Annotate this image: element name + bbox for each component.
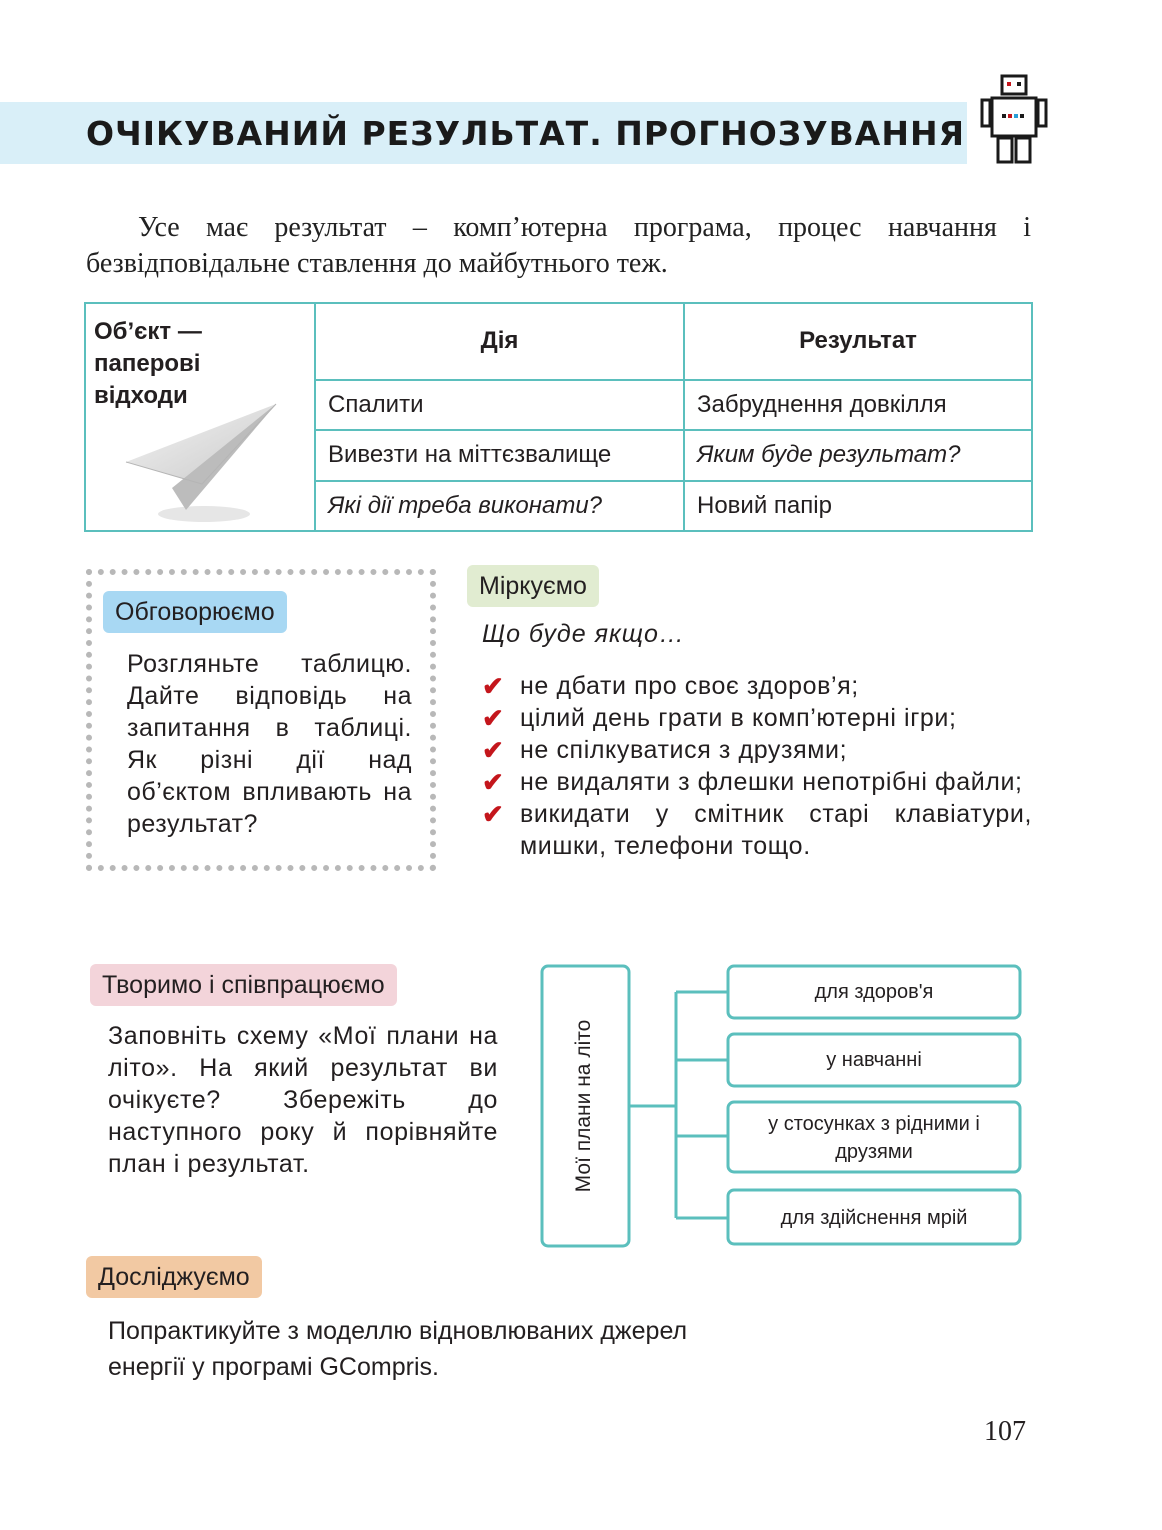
discuss-badge: Обговорюємо [103, 591, 287, 633]
table-cell: Забруднення довкілля [684, 380, 1032, 430]
diagram-branch: у стосунках з рідними і друзями [768, 1113, 980, 1163]
check-icon: ✔ [482, 703, 505, 733]
plans-diagram [530, 958, 1030, 1258]
research-badge: Досліджуємо [86, 1256, 262, 1298]
diagram-branch: для здоров'я [814, 981, 934, 1003]
list-item [482, 670, 1032, 702]
list-item-text: цілий день грати в комп’ютерні ігри; [520, 704, 957, 732]
object-label: Об’єкт — паперові відходи [94, 318, 202, 409]
check-icon: ✔ [482, 767, 505, 797]
diagram-root: Мої плани на літо [572, 1019, 595, 1193]
table-cell: Вивезти на міттєзвалище [315, 430, 684, 480]
list-item [482, 766, 1032, 798]
check-icon: ✔ [482, 671, 505, 701]
table-header-action: Дія [315, 303, 684, 380]
list-item-text: викидати у смітник старі клавіатури, мишки, телефони тощо. [520, 800, 1032, 860]
research-text: Попрактикуйте з моделлю відновлюваних джерел енергії у програмі GCompris. [108, 1317, 688, 1381]
table-cell: Спалити [315, 380, 684, 430]
table-cell: Які дії треба виконати? [315, 481, 684, 531]
robot-icon [978, 72, 1050, 166]
create-text: Заповніть схему «Мої плани на літо». На який результат ви очікуєте? Збережіть до наступного року й порівняйте план і результат. [108, 1022, 498, 1178]
list-item-text: не видаляти з флешки непотрібні файли; [520, 768, 1023, 796]
object-cell [85, 303, 315, 531]
check-icon: ✔ [482, 799, 505, 829]
table-header-result: Результат [684, 303, 1032, 380]
intro-paragraph: Усе має результат – комп’ютерна програма, процес навчання і безвідповідальне ставлення до майбутнього теж. [86, 212, 1031, 279]
list-item-text: не спілкуватися з друзями; [520, 736, 848, 764]
list-item [482, 798, 1032, 862]
page-title: ОЧІКУВАНИЙ РЕЗУЛЬТАТ. ПРОГНОЗУВАННЯ [86, 114, 965, 153]
info-table [84, 302, 1033, 532]
create-badge: Творимо і співпрацюємо [90, 964, 397, 1006]
list-item [482, 734, 1032, 766]
think-badge: Міркуємо [467, 565, 599, 607]
table-cell: Яким буде результат? [684, 430, 1032, 480]
check-icon: ✔ [482, 735, 505, 765]
think-lead: Що буде якщо… [482, 620, 685, 648]
diagram-branch: для здійснення мрій [780, 1207, 968, 1229]
list-item [482, 702, 1032, 734]
table-header-row [85, 303, 1032, 380]
discuss-text: Розгляньте таблицю. Дайте відповідь на запитання в таблиці. Як різні дії над об’єктом впливають на результат? [127, 650, 412, 838]
table-cell: Новий папір [684, 481, 1032, 531]
think-list [482, 670, 1032, 862]
paper-plane-image [124, 402, 284, 532]
page-number: 107 [984, 1416, 1026, 1447]
list-item-text: не дбати про своє здоров’я; [520, 672, 859, 700]
diagram-branch: у навчанні [826, 1049, 922, 1071]
